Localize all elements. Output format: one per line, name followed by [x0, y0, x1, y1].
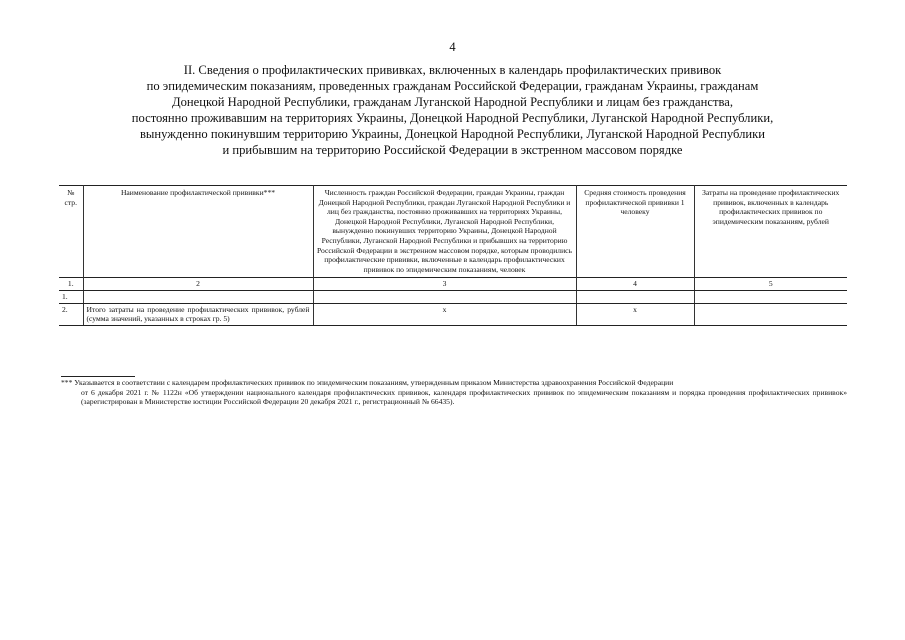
column-number: 4 — [576, 278, 694, 291]
row-label: Итого затраты на проведение профилактических прививок, рублей (сумма значений, указанных в строках гр. 5) — [83, 303, 313, 325]
column-number: 3 — [313, 278, 576, 291]
row-label — [83, 290, 313, 303]
column-numbers-row — [59, 278, 847, 291]
footnote — [61, 378, 847, 407]
footnote-rule — [61, 376, 135, 377]
table-header-row — [59, 186, 847, 278]
table-row — [59, 290, 847, 303]
row-number: 2. — [59, 303, 83, 325]
vaccination-table — [59, 185, 847, 326]
column-number: 1. — [59, 278, 83, 291]
header-row-number: № стр. — [59, 186, 83, 278]
page-number: 4 — [449, 40, 456, 54]
header-average-cost: Средняя стоимость проведения профилактической прививки 1 человеку — [576, 186, 694, 278]
header-citizen-count: Численность граждан Российской Федерации, граждан Украины, граждан Донецкой Народной Республики, граждан Луганской Народной Республики и лиц без гражданства, постоянно проживавших на территориях Украины, Донецкой Народной Республики, Луганской Народной Республики, вынужденно покинувших территорию Украины, Донецкой Народной Республики, Луганской Народной Республики и прибывших на территорию Российской Федерации в экстренном массовом порядке, которым проводились профилактические прививки, включенные в календарь профилактических прививок по эпидемическим показаниям, человек — [313, 186, 576, 278]
row-cell: x — [313, 303, 576, 325]
section-heading — [70, 62, 835, 158]
footnote-continuation: от 6 декабря 2021 г. № 1122н «Об утверждении национального календаря профилактических прививок, календаря профилактических прививок по эпидемическим показаниям и порядка проведения профилактических прививок» (зарегистрирован в Министерстве юстиции Российской Федерации 20 декабря 2021 г., регистрационный № 66435). — [81, 387, 847, 407]
footnote-text: Указывается в соответствии с календарем профилактических прививок по эпидемическим показаниям, утвержденным приказом Министерства здравоохранения Российской Федерации — [74, 378, 674, 387]
column-number: 2 — [83, 278, 313, 291]
heading-line: и прибывшим на территорию Российской Федерации в экстренном массовом порядке — [222, 143, 683, 157]
header-vaccination-name: Наименование профилактической прививки*** — [83, 186, 313, 278]
table-row-total — [59, 303, 847, 325]
heading-line: Донецкой Народной Республики, гражданам Луганской Народной Республики и лицам без гражданства, — [172, 95, 733, 109]
row-number: 1. — [59, 290, 83, 303]
row-cell — [313, 290, 576, 303]
heading-line: постоянно проживавшим на территориях Украины, Донецкой Народной Республики, Луганской Народной Республики, — [131, 111, 774, 125]
column-number: 5 — [694, 278, 847, 291]
footnote-marker: *** — [61, 378, 73, 387]
row-cell: x — [576, 303, 694, 325]
row-cell — [576, 290, 694, 303]
heading-line: вынужденно покинувшим территорию Украины, Донецкой Народной Республики, Луганской Народной Республики — [139, 127, 766, 141]
row-cell — [694, 290, 847, 303]
heading-line: по эпидемическим показаниям, проведенных гражданам Российской Федерации, гражданам Украины, гражданам — [146, 79, 759, 93]
heading-line: II. Сведения о профилактических прививках, включенных в календарь профилактических прививок — [183, 63, 722, 77]
row-cell — [694, 303, 847, 325]
header-total-expenses: Затраты на проведение профилактических прививок, включенных в календарь профилактических прививок по эпидемическим показаниям, рублей — [694, 186, 847, 278]
